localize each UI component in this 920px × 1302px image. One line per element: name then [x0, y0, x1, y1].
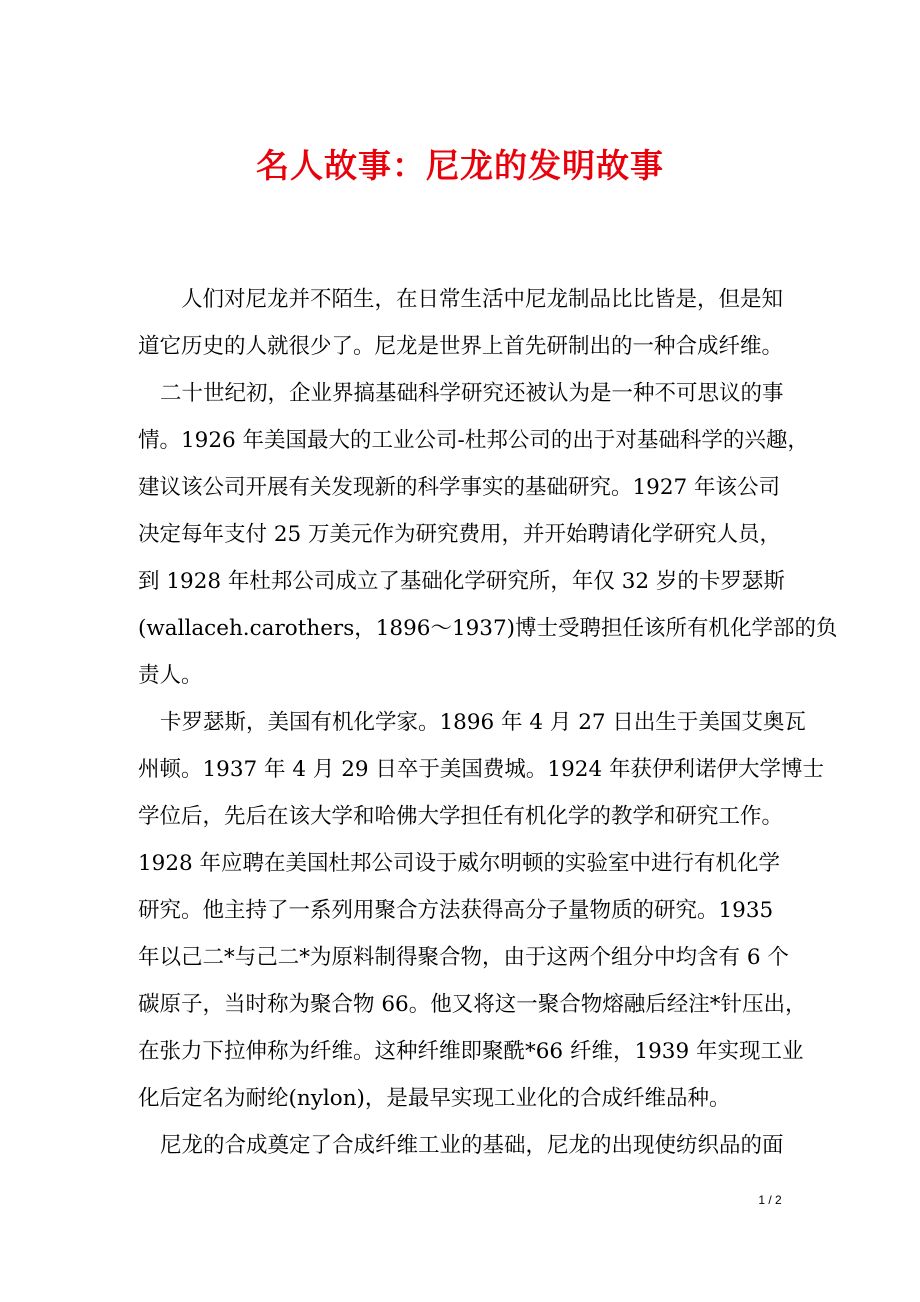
paragraph-line: 尼龙的合成奠定了合成纤维工业的基础，尼龙的出现使纺织品的面: [160, 1133, 784, 1158]
paragraph-line: 在张力下拉伸称为纤维。这种纤维即聚酰*66 纤维，1939 年实现工业: [138, 1039, 804, 1064]
paragraph-line: 责人。: [138, 663, 203, 688]
paragraph-line: 道它历史的人就很少了。尼龙是世界上首先研制出的一种合成纤维。: [138, 334, 784, 359]
paragraph-line: (wallaceh.carothers，1896～1937)博士受聘担任该所有机化学部的负: [138, 616, 838, 641]
paragraph-line: 建议该公司开展有关发现新的科学事实的基础研究。1927 年该公司: [138, 475, 781, 500]
paragraph-line: 碳原子，当时称为聚合物 66。他又将这一聚合物熔融后经注*针压出，: [138, 992, 807, 1017]
page-title: 名人故事：尼龙的发明故事: [256, 146, 664, 185]
paragraph-line: 化后定名为耐纶(nylon)，是最早实现工业化的合成纤维品种。: [138, 1086, 731, 1111]
paragraph-line: 卡罗瑟斯，美国有机化学家。1896 年 4 月 27 日出生于美国艾奥瓦: [160, 710, 806, 735]
page-number: 1 / 2: [758, 1193, 782, 1207]
paragraph-line: 1928 年应聘在美国杜邦公司设于威尔明顿的实验室中进行有机化学: [138, 851, 781, 876]
paragraph-line: 州顿。1937 年 4 月 29 日卒于美国费城。1924 年获伊利诺伊大学博士: [138, 757, 824, 782]
paragraph-line: 研究。他主持了一系列用聚合方法获得高分子量物质的研究。1935: [138, 898, 774, 923]
paragraph-line: 年以己二*与己二*为原料制得聚合物，由于这两个组分中均含有 6 个: [138, 945, 789, 970]
paragraph-line: 到 1928 年杜邦公司成立了基础化学研究所，年仅 32 岁的卡罗瑟斯: [138, 569, 785, 594]
paragraph-line: 人们对尼龙并不陌生，在日常生活中尼龙制品比比皆是，但是知: [181, 287, 784, 312]
paragraph-line: 决定每年支付 25 万美元作为研究费用，并开始聘请化学研究人员，: [138, 522, 782, 547]
paragraph-line: 情。1926 年美国最大的工业公司-杜邦公司的出于对基础科学的兴趣，: [138, 428, 809, 453]
paragraph-line: 学位后，先后在该大学和哈佛大学担任有机化学的教学和研究工作。: [138, 804, 784, 829]
article-body: [138, 276, 838, 1169]
paragraph-line: 二十世纪初，企业界搞基础科学研究还被认为是一种不可思议的事: [160, 381, 784, 406]
